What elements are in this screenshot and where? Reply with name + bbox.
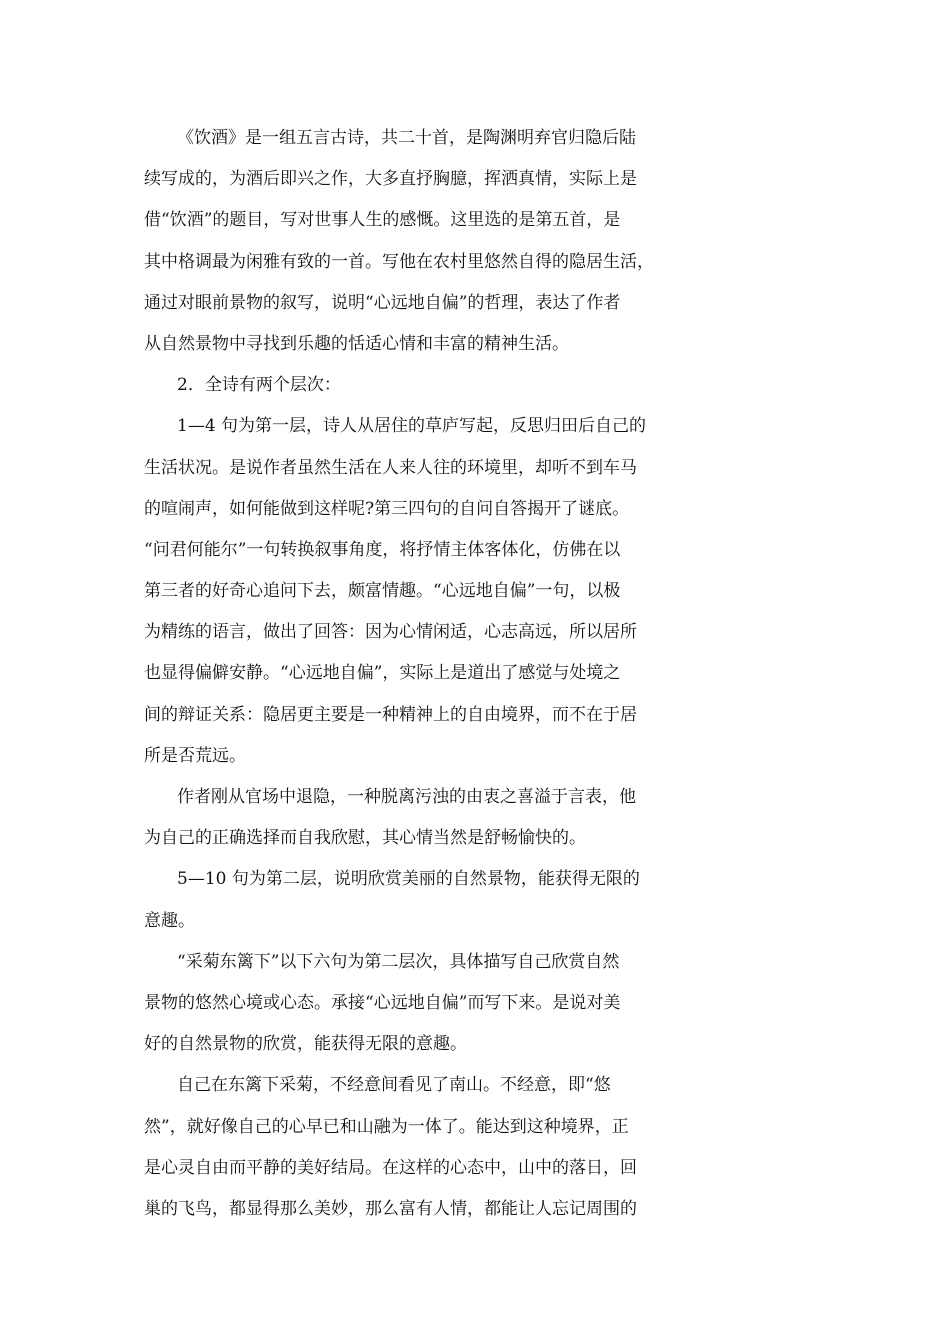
text-line: 生活状况。是说作者虽然生活在人来人往的环境里，却听不到车马 xyxy=(144,457,637,478)
text-line: 《饮酒》是一组五言古诗，共二十首，是陶渊明弃官归隐后陆 xyxy=(177,128,636,148)
text-line: 第三者的好奇心追问下去，颇富情趣。“心远地自偏”一句，以极 xyxy=(144,581,621,602)
document-body xyxy=(144,118,654,1230)
text-line: 为精练的语言，做出了回答：因为心情闲适，心志高远，所以居所 xyxy=(144,622,637,643)
text-line: 自己在东篱下采菊，不经意间看见了南山。不经意，即“悠 xyxy=(177,1075,611,1096)
text-line: 续写成的，为酒后即兴之作，大多直抒胸臆，挥洒真情，实际上是 xyxy=(144,169,637,190)
text-line: 好的自然景物的欣赏，能获得无限的意趣。 xyxy=(144,1034,467,1055)
text-line: 其中格调最为闲雅有致的一首。写他在农村里悠然自得的隐居生活， xyxy=(144,251,654,272)
text-line: 意趣。 xyxy=(144,910,195,931)
text-line: 为自己的正确选择而自我欣慰，其心情当然是舒畅愉快的。 xyxy=(144,828,586,849)
text-line: 巢的飞鸟，都显得那么美妙，那么富有人情，都能让人忘记周围的 xyxy=(144,1198,637,1219)
text-line: 景物的悠然心境或心态。承接“心远地自偏”而写下来。是说对美 xyxy=(144,992,621,1013)
text-line: 通过对眼前景物的叙写，说明“心远地自偏”的哲理，表达了作者 xyxy=(144,292,621,313)
text-line: 是心灵自由而平静的美好结局。在这样的心态中，山中的落日，回 xyxy=(144,1157,637,1178)
text-line: 然”，就好像自己的心早已和山融为一体了。能达到这种境界，正 xyxy=(144,1116,629,1137)
text-line: 2．全诗有两个层次： xyxy=(177,375,341,396)
text-line: “采菊东篱下”以下六句为第二层次，具体描写自己欣赏自然 xyxy=(177,951,620,972)
text-line: 也显得偏僻安静。“心远地自偏”，实际上是道出了感觉与处境之 xyxy=(144,663,621,684)
text-line: 作者刚从官场中退隐，一种脱离污浊的由衷之喜溢于言表，他 xyxy=(177,787,636,807)
text-line: 借“饮酒”的题目，写对世事人生的感慨。这里选的是第五首，是 xyxy=(144,210,621,231)
text-line: 间的辩证关系：隐居更主要是一种精神上的自由境界，而不在于居 xyxy=(144,704,637,725)
text-line: 所是否荒远。 xyxy=(144,745,246,766)
text-line: 1—4 句为第一层，诗人从居住的草庐写起，反思归田后自己的 xyxy=(177,416,647,437)
text-line: 5—10 句为第二层，说明欣赏美丽的自然景物，能获得无限的 xyxy=(177,869,640,890)
text-line: “问君何能尔”一句转换叙事角度，将抒情主体客体化，仿佛在以 xyxy=(144,539,621,560)
text-line: 的喧闹声，如何能做到这样呢?第三四句的自问自答揭开了谜底。 xyxy=(144,498,630,519)
text-line: 从自然景物中寻找到乐趣的恬适心情和丰富的精神生活。 xyxy=(144,333,569,354)
